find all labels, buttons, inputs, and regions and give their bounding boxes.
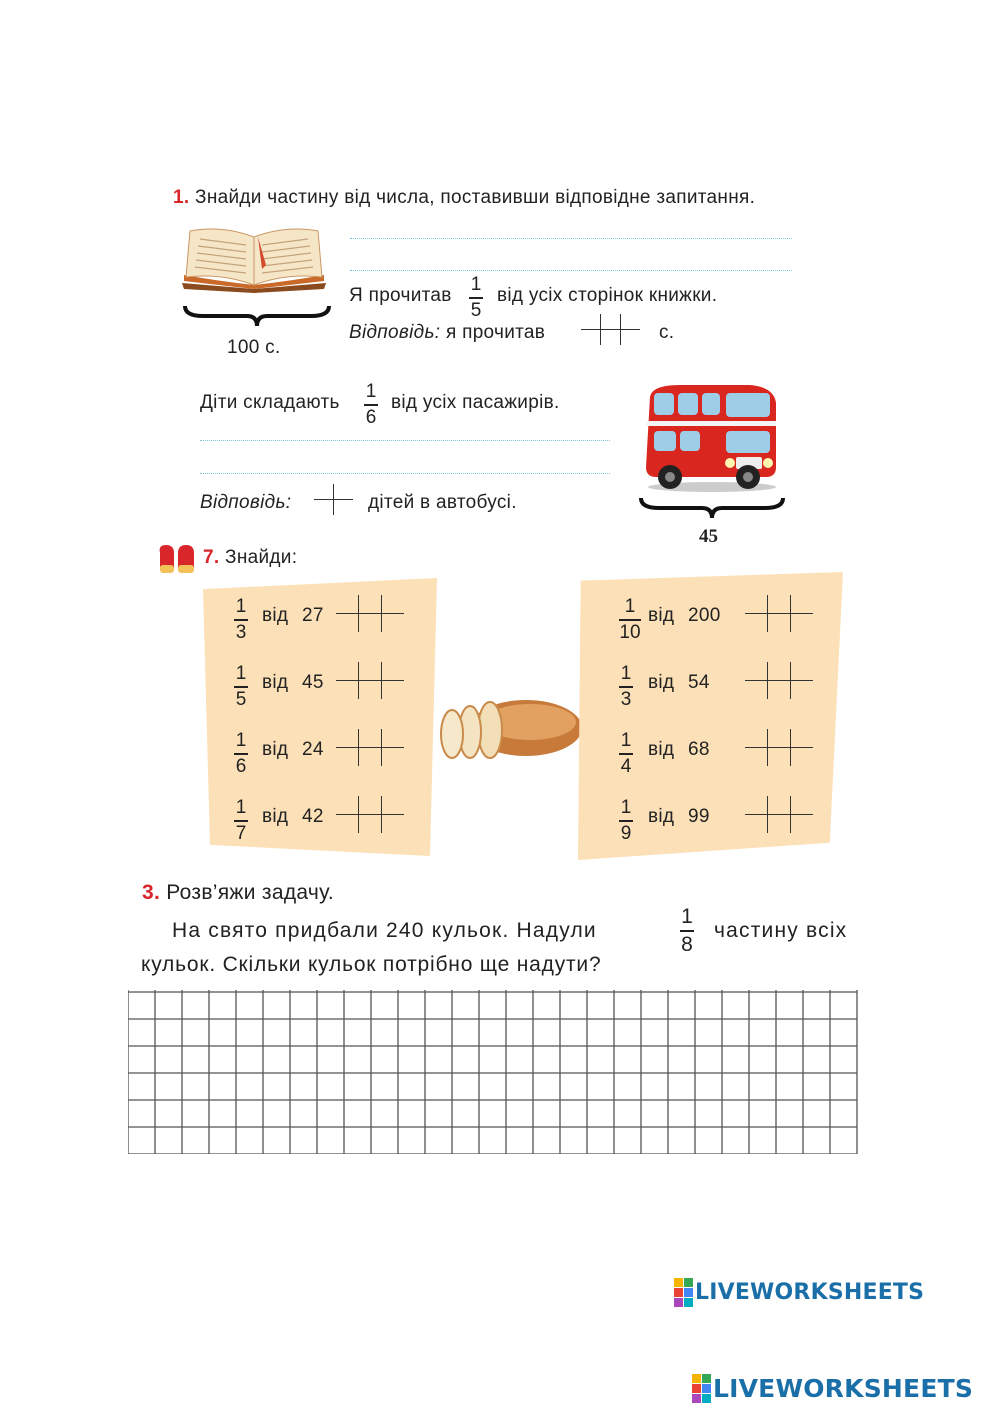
task1-heading — [173, 187, 755, 209]
answer2-label: Відповідь: — [200, 492, 292, 513]
task7-heading — [203, 547, 297, 569]
fraction-num: 1 — [235, 663, 247, 684]
fraction-num: 1 — [620, 730, 632, 751]
left-answer-cells[interactable] — [336, 662, 404, 699]
task3-fraction-den: 8 — [681, 932, 693, 956]
task3-heading — [142, 881, 334, 905]
task3-fraction-num: 1 — [681, 905, 693, 928]
task1-number: 1. — [173, 187, 190, 208]
left-row-word: від — [262, 806, 289, 827]
right-row-value: 68 — [688, 739, 710, 760]
right-row-value: 99 — [688, 806, 710, 827]
children-text: Діти складають — [200, 392, 340, 413]
left-answer-cells[interactable] — [336, 595, 404, 632]
right-fraction — [619, 798, 633, 844]
task7-title: Знайди: — [225, 547, 298, 568]
read-text: Я прочитав — [349, 285, 452, 306]
bread-illustration — [434, 688, 584, 762]
book-pages-label: 100 с. — [227, 337, 281, 358]
right-row-word: від — [648, 739, 675, 760]
children-text-after: від усіх пасажирів. — [391, 392, 560, 413]
left-fraction — [234, 798, 248, 844]
task3-title: Розв’яжи задачу. — [166, 881, 334, 904]
right-row-word: від — [648, 806, 675, 827]
right-row-value: 200 — [688, 605, 721, 626]
left-answer-cells[interactable] — [336, 796, 404, 833]
answer-cells-pages[interactable] — [581, 314, 640, 345]
logo-blocks-icon — [674, 1278, 693, 1307]
right-answer-cells[interactable] — [745, 796, 813, 833]
solution-grid[interactable] — [128, 990, 868, 1154]
right-fraction — [619, 731, 633, 777]
answer-label: Відповідь: — [349, 322, 441, 343]
children-fraction — [364, 382, 378, 428]
read-fraction — [469, 275, 483, 321]
task3-line2: кульок. Скільки кульок потрібно ще надути? — [141, 953, 602, 976]
fraction-den: 10 — [619, 621, 641, 643]
bus-brace — [639, 496, 785, 520]
fraction-den: 9 — [620, 822, 632, 844]
children-fraction-den: 6 — [365, 406, 377, 428]
right-row-word: від — [648, 605, 675, 626]
fraction-den: 3 — [620, 688, 632, 710]
fraction-num: 1 — [620, 663, 632, 684]
right-answer-cells[interactable] — [745, 595, 813, 632]
fraction-den: 5 — [235, 688, 247, 710]
read-text-after: від усіх сторінок книжки. — [497, 285, 718, 306]
answer-line-1[interactable] — [350, 238, 792, 239]
task3-number: 3. — [142, 881, 161, 904]
left-fraction — [234, 597, 248, 643]
fraction-num: 1 — [235, 596, 247, 617]
read-fraction-den: 5 — [470, 299, 482, 321]
fraction-den: 6 — [235, 755, 247, 777]
left-answer-cells[interactable] — [336, 729, 404, 766]
answer2-text: дітей в автобусі. — [368, 492, 517, 513]
right-fraction — [619, 664, 633, 710]
answer-text: я прочитав — [445, 322, 546, 343]
right-answer-cells[interactable] — [745, 729, 813, 766]
left-row-value: 45 — [302, 672, 324, 693]
answer-line-2[interactable] — [350, 270, 792, 271]
fraction-num: 1 — [235, 797, 247, 818]
children-fraction-num: 1 — [365, 381, 377, 402]
left-row-word: від — [262, 672, 289, 693]
fraction-num: 1 — [620, 797, 632, 818]
fraction-den: 4 — [620, 755, 632, 777]
book-brace — [183, 304, 331, 328]
answer-line-3[interactable] — [200, 440, 610, 441]
answer-unit: с. — [659, 322, 675, 343]
left-fraction — [234, 731, 248, 777]
task3-fraction — [680, 906, 694, 956]
bus-illustration — [640, 383, 782, 493]
book-illustration — [178, 225, 330, 293]
logo-text-2: LIVEWORKSHEETS — [713, 1374, 974, 1403]
liveworksheets-logo-1 — [674, 1278, 924, 1307]
mittens-icon — [156, 543, 198, 577]
left-row-value: 42 — [302, 806, 324, 827]
fraction-num: 1 — [235, 730, 247, 751]
logo-blocks-icon — [692, 1374, 711, 1403]
right-answer-cells[interactable] — [745, 662, 813, 699]
answer-row-1 — [349, 322, 545, 344]
left-row-word: від — [262, 739, 289, 760]
left-row-value: 24 — [302, 739, 324, 760]
left-row-word: від — [262, 605, 289, 626]
right-row-word: від — [648, 672, 675, 693]
right-row-value: 54 — [688, 672, 710, 693]
fraction-den: 7 — [235, 822, 247, 844]
task3-line1-before: На свято придбали 240 кульок. Надули — [172, 919, 597, 942]
liveworksheets-logo-2 — [692, 1374, 973, 1403]
task1-title: Знайди частину від числа, поставивши відповідне запитання. — [195, 187, 756, 208]
task7-number: 7. — [203, 547, 220, 568]
bus-passengers-label: 45 — [699, 526, 718, 547]
read-fraction-num: 1 — [470, 274, 482, 295]
left-fraction — [234, 664, 248, 710]
answer-line-4[interactable] — [200, 473, 610, 474]
left-row-value: 27 — [302, 605, 324, 626]
answer-cells-children[interactable] — [314, 484, 353, 515]
fraction-num: 1 — [624, 596, 636, 617]
logo-text-1: LIVEWORKSHEETS — [695, 1280, 925, 1305]
right-fraction — [619, 597, 641, 643]
task3-line1-after: частину всіх — [714, 919, 848, 942]
fraction-den: 3 — [235, 621, 247, 643]
